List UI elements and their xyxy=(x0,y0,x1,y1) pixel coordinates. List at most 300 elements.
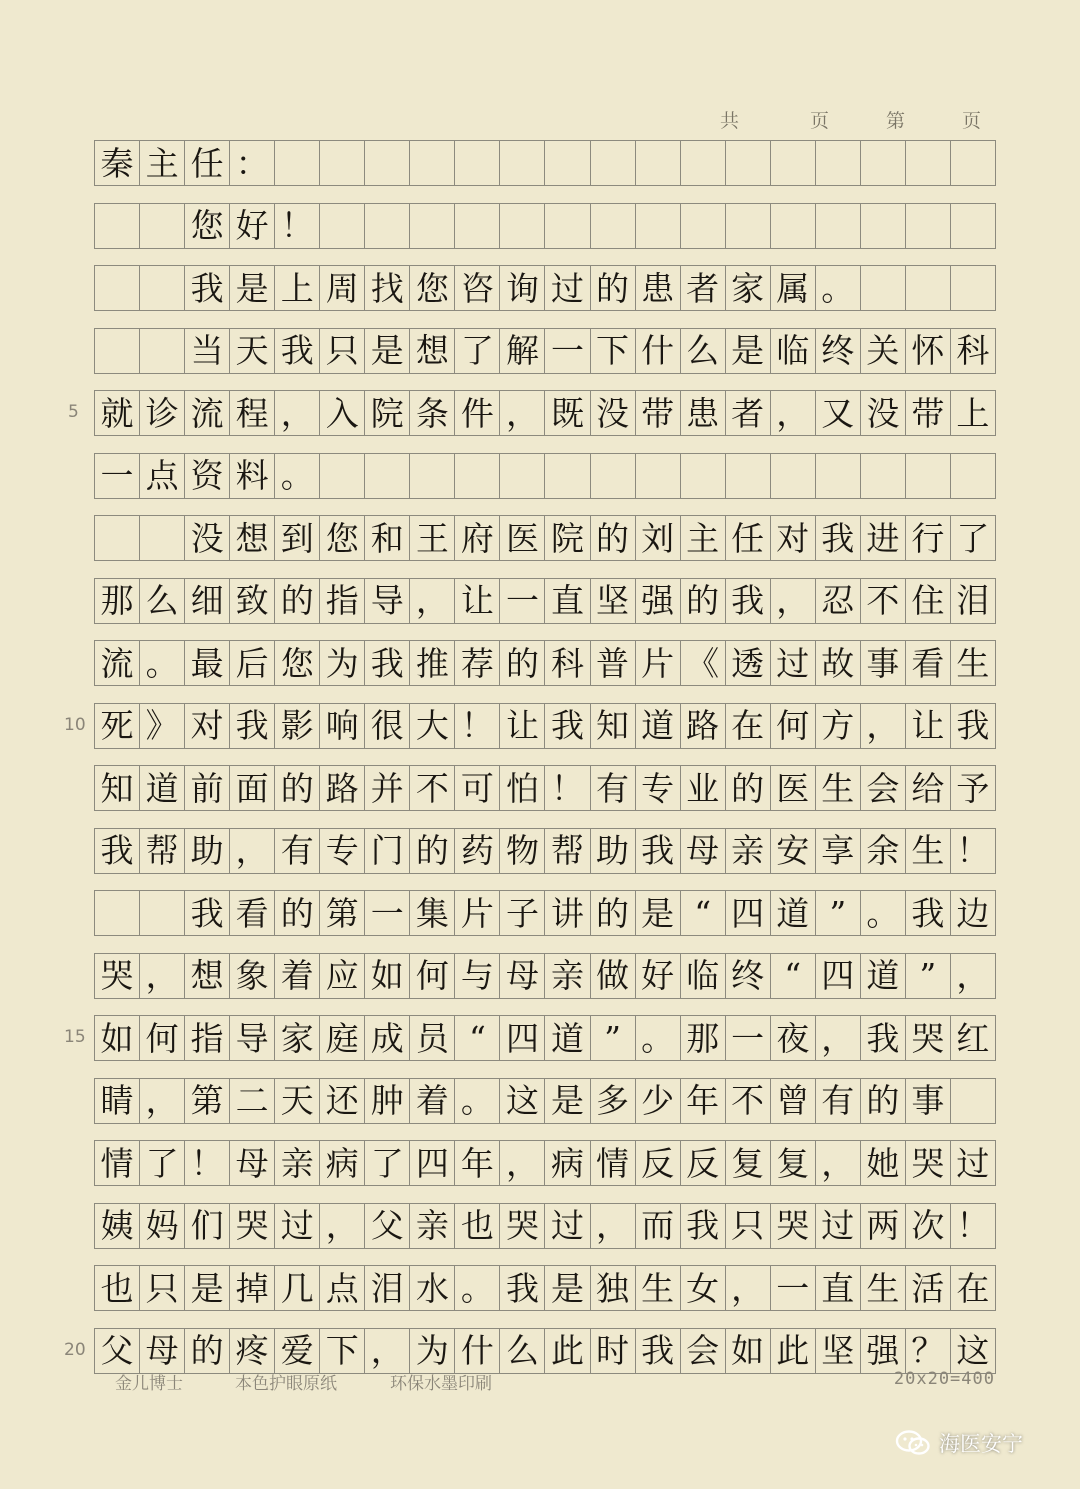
grid-cell: 员 xyxy=(410,1016,455,1060)
grid-cell: 我 xyxy=(185,266,230,310)
grid-cell: 导 xyxy=(230,1016,275,1060)
grid-cell xyxy=(726,204,771,248)
grid-cell: 咨 xyxy=(455,266,500,310)
grid-cell: 又 xyxy=(816,391,861,435)
grid-cell: 二 xyxy=(230,1079,275,1123)
grid-cell: “ xyxy=(771,954,816,998)
grid-cell xyxy=(951,1079,995,1123)
grid-cell: 属 xyxy=(771,266,816,310)
grid-cell: 何 xyxy=(140,1016,185,1060)
grid-cell: 怀 xyxy=(906,329,951,373)
grid-cell: 是 xyxy=(545,1266,590,1310)
grid-cell: 坚 xyxy=(816,1329,861,1373)
grid-cell: ” xyxy=(591,1016,636,1060)
grid-cell: 不 xyxy=(726,1079,771,1123)
grid-cell: “ xyxy=(455,1016,500,1060)
grid-cell: 会 xyxy=(861,766,906,810)
grid-cell xyxy=(455,454,500,498)
line-number: 5 xyxy=(68,402,79,422)
grid-cell: 这 xyxy=(956,1331,990,1370)
grid-cell xyxy=(455,204,500,248)
grid-cell: 母 xyxy=(500,954,545,998)
grid-cell: 亲 xyxy=(726,829,771,873)
grid-cell: 亲 xyxy=(275,1141,320,1185)
grid-cell: 周 xyxy=(320,266,365,310)
grid-cell: 道 xyxy=(140,766,185,810)
grid-cell: 程 xyxy=(230,391,275,435)
grid-cell xyxy=(95,204,140,248)
grid-cell xyxy=(726,141,771,185)
grid-cell: 红 xyxy=(956,1018,990,1058)
grid-cell: ， xyxy=(320,1204,365,1248)
grid-cell: 的 xyxy=(681,579,726,623)
grid-cell xyxy=(681,204,726,248)
grid-cell: 我 xyxy=(906,891,951,935)
grid-cell: 复 xyxy=(771,1141,816,1185)
grid-cell: 没 xyxy=(591,391,636,435)
grid-cell: 我 xyxy=(681,1204,726,1248)
grid-cell: 哭 xyxy=(500,1204,545,1248)
grid-cell: ， xyxy=(365,1329,410,1373)
grid-cell xyxy=(320,204,365,248)
grid-cell: 临 xyxy=(681,954,726,998)
grid-cell: 可 xyxy=(455,766,500,810)
grid-cell: ， xyxy=(275,391,320,435)
grid-cell xyxy=(681,141,726,185)
grid-cell: 响 xyxy=(320,704,365,748)
grid-row xyxy=(94,828,996,874)
grid-cell: 让 xyxy=(906,704,951,748)
grid-cell: 了 xyxy=(140,1141,185,1185)
grid-cell: 没 xyxy=(861,391,906,435)
grid-cell: ， xyxy=(726,1266,771,1310)
grid-cell xyxy=(95,266,140,310)
grid-cell: 。 xyxy=(816,266,861,310)
grid-cell: 第 xyxy=(320,891,365,935)
grid-cell: 多 xyxy=(591,1079,636,1123)
grid-cell: 独 xyxy=(591,1266,636,1310)
grid-cell: 者 xyxy=(681,266,726,310)
grid-cell: 一 xyxy=(726,1016,771,1060)
grid-cell: 边 xyxy=(956,893,990,933)
grid-cell: 过 xyxy=(956,1143,990,1183)
grid-cell: 秦 xyxy=(95,141,140,185)
grid-cell: 终 xyxy=(816,329,861,373)
grid-cell: 》 xyxy=(140,704,185,748)
grid-row xyxy=(94,140,996,186)
page-header xyxy=(700,106,1000,136)
grid-cell: 父 xyxy=(95,1329,140,1373)
grid-cell: 什 xyxy=(636,329,681,373)
grid-cell: 路 xyxy=(681,704,726,748)
grid-cell: ， xyxy=(140,1079,185,1123)
grid-cell: 《 xyxy=(681,641,726,685)
grid-cell: 您 xyxy=(275,641,320,685)
grid-cell xyxy=(771,141,816,185)
grid-cell: 生 xyxy=(906,829,951,873)
grid-cell: 强 xyxy=(636,579,681,623)
grid-cell: ， xyxy=(816,1016,861,1060)
grid-cell: 一 xyxy=(500,579,545,623)
grid-cell: 的 xyxy=(591,266,636,310)
grid-cell xyxy=(500,204,545,248)
grid-cell: 生 xyxy=(636,1266,681,1310)
grid-cell: 行 xyxy=(906,516,951,560)
grid-cell xyxy=(861,266,906,310)
grid-cell xyxy=(320,141,365,185)
grid-cell: 那 xyxy=(681,1016,726,1060)
grid-cell: 的 xyxy=(410,829,455,873)
grid-cell: 如 xyxy=(365,954,410,998)
grid-cell: 。 xyxy=(455,1079,500,1123)
grid-cell: ” xyxy=(906,954,951,998)
grid-cell: 指 xyxy=(185,1016,230,1060)
grid-cell: 也 xyxy=(455,1204,500,1248)
grid-cell: 我 xyxy=(956,706,990,745)
grid-cell: 片 xyxy=(455,891,500,935)
grid-cell xyxy=(681,454,726,498)
grid-cell: 的 xyxy=(591,516,636,560)
grid-cell: 反 xyxy=(681,1141,726,1185)
grid-cell: 带 xyxy=(636,391,681,435)
grid-cell: 普 xyxy=(591,641,636,685)
grid-cell: 第 xyxy=(185,1079,230,1123)
grid-cell xyxy=(726,454,771,498)
grid-cell: 少 xyxy=(636,1079,681,1123)
grid-cell xyxy=(861,141,906,185)
grid-cell: 爱 xyxy=(275,1329,320,1373)
grid-cell: 一 xyxy=(365,891,410,935)
grid-cell: 肿 xyxy=(365,1079,410,1123)
grid-cell: 水 xyxy=(410,1266,455,1310)
grid-cell: 在 xyxy=(726,704,771,748)
grid-cell: 后 xyxy=(230,641,275,685)
grid-cell: 想 xyxy=(410,329,455,373)
grid-cell: 面 xyxy=(230,766,275,810)
grid-row xyxy=(94,1015,996,1061)
grid-cell: 家 xyxy=(726,266,771,310)
grid-row xyxy=(94,953,996,999)
grid-cell: ， xyxy=(230,829,275,873)
grid-cell: 活 xyxy=(906,1266,951,1310)
grid-cell xyxy=(275,141,320,185)
grid-cell: 料 xyxy=(230,454,275,498)
grid-cell: 讲 xyxy=(545,891,590,935)
grid-cell: 过 xyxy=(771,641,816,685)
grid-row xyxy=(94,703,996,749)
grid-cell: 们 xyxy=(185,1204,230,1248)
grid-cell: 我 xyxy=(275,329,320,373)
watermark-text: 海医安宁 xyxy=(939,1432,1023,1456)
grid-cell: 我 xyxy=(726,579,771,623)
paper-footer xyxy=(115,1369,995,1393)
grid-cell xyxy=(591,141,636,185)
grid-cell: 科 xyxy=(545,641,590,685)
grid-cell: 我 xyxy=(95,829,140,873)
grid-cell: 她 xyxy=(861,1141,906,1185)
grid-cell: 过 xyxy=(275,1204,320,1248)
grid-cell: 安 xyxy=(771,829,816,873)
grid-cell: 推 xyxy=(410,641,455,685)
grid-cell xyxy=(771,204,816,248)
grid-cell: 天 xyxy=(230,329,275,373)
grid-cell: 予 xyxy=(956,768,990,808)
grid-cell: 情 xyxy=(591,1141,636,1185)
grid-cell: 忍 xyxy=(816,579,861,623)
grid-cell: 医 xyxy=(771,766,816,810)
grid-cell xyxy=(140,266,185,310)
grid-cell: 亲 xyxy=(545,954,590,998)
grid-row xyxy=(94,328,996,374)
grid-cell xyxy=(816,204,861,248)
grid-cell xyxy=(500,454,545,498)
grid-cell: 的 xyxy=(275,891,320,935)
grid-cell xyxy=(95,329,140,373)
grid-cell: ， xyxy=(591,1204,636,1248)
grid-cell: 着 xyxy=(275,954,320,998)
grid-cell: 我 xyxy=(365,641,410,685)
grid-cell: 让 xyxy=(455,579,500,623)
grid-cell: 做 xyxy=(591,954,636,998)
footer-brand: 金儿博士 xyxy=(115,1374,183,1394)
grid-cell: 这 xyxy=(500,1079,545,1123)
grid-cell: 您 xyxy=(410,266,455,310)
grid-cell: 有 xyxy=(591,766,636,810)
grid-cell: 前 xyxy=(185,766,230,810)
grid-cell: 解 xyxy=(500,329,545,373)
grid-cell: 集 xyxy=(410,891,455,935)
grid-cell: 么 xyxy=(681,329,726,373)
grid-cell: 任 xyxy=(185,141,230,185)
grid-cell: 诊 xyxy=(140,391,185,435)
line-number: 15 xyxy=(64,1027,86,1047)
grid-cell: 的 xyxy=(500,641,545,685)
grid-cell: ， xyxy=(861,704,906,748)
grid-cell: 一 xyxy=(545,329,590,373)
grid-cell: 流 xyxy=(95,641,140,685)
grid-cell: 上 xyxy=(275,266,320,310)
grid-cell: 助 xyxy=(591,829,636,873)
grid-cell: 母 xyxy=(230,1141,275,1185)
grid-cell xyxy=(320,454,365,498)
grid-cell: 还 xyxy=(320,1079,365,1123)
grid-cell: 致 xyxy=(230,579,275,623)
grid-cell: 有 xyxy=(816,1079,861,1123)
grid-cell: 找 xyxy=(365,266,410,310)
grid-cell xyxy=(140,329,185,373)
grid-cell: 院 xyxy=(545,516,590,560)
grid-cell: 是 xyxy=(545,1079,590,1123)
grid-cell: 时 xyxy=(591,1329,636,1373)
grid-cell xyxy=(951,454,995,498)
grid-row xyxy=(94,1328,996,1374)
grid-cell: 有 xyxy=(275,829,320,873)
grid-cell: ？ xyxy=(906,1329,951,1373)
grid-cell: 影 xyxy=(275,704,320,748)
grid-cell: 直 xyxy=(816,1266,861,1310)
grid-cell xyxy=(951,141,995,185)
grid-cell: 那 xyxy=(95,579,140,623)
grid-cell: 过 xyxy=(816,1204,861,1248)
grid-cell: 很 xyxy=(365,704,410,748)
grid-cell: 好 xyxy=(636,954,681,998)
wechat-icon xyxy=(895,1429,931,1457)
grid-cell: 想 xyxy=(230,516,275,560)
grid-row xyxy=(94,390,996,436)
grid-cell: 女 xyxy=(681,1266,726,1310)
grid-cell: 的 xyxy=(275,766,320,810)
grid-cell: 业 xyxy=(681,766,726,810)
grid-cell: 掉 xyxy=(230,1266,275,1310)
grid-cell: 专 xyxy=(320,829,365,873)
grid-cell: 道 xyxy=(771,891,816,935)
grid-cell: ， xyxy=(410,579,455,623)
grid-cell: 我 xyxy=(500,1266,545,1310)
grid-cell: 看 xyxy=(906,641,951,685)
grid-cell xyxy=(906,454,951,498)
grid-cell: 睛 xyxy=(95,1079,140,1123)
grid-cell: 点 xyxy=(140,454,185,498)
grid-cell: 件 xyxy=(455,391,500,435)
grid-cell: 什 xyxy=(455,1329,500,1373)
grid-cell: 。 xyxy=(861,891,906,935)
grid-cell: 一 xyxy=(95,454,140,498)
header-page-label: 页 xyxy=(810,110,830,132)
grid-cell xyxy=(410,204,455,248)
grid-cell: 复 xyxy=(726,1141,771,1185)
grid-cell xyxy=(906,266,951,310)
grid-row xyxy=(94,578,996,624)
grid-row xyxy=(94,453,996,499)
grid-cell: 关 xyxy=(861,329,906,373)
line-number: 20 xyxy=(64,1339,86,1360)
grid-cell xyxy=(545,204,590,248)
grid-cell: ！ xyxy=(956,831,990,870)
grid-cell: 与 xyxy=(455,954,500,998)
grid-cell: 物 xyxy=(500,829,545,873)
grid-cell: 对 xyxy=(771,516,816,560)
grid-cell: 是 xyxy=(636,891,681,935)
grid-cell: 住 xyxy=(906,579,951,623)
grid-cell: 父 xyxy=(365,1204,410,1248)
grid-cell xyxy=(140,891,185,935)
grid-cell: 。 xyxy=(636,1016,681,1060)
grid-cell: 享 xyxy=(816,829,861,873)
grid-cell xyxy=(410,454,455,498)
grid-cell: 一 xyxy=(771,1266,816,1310)
grid-cell: 了 xyxy=(956,518,990,558)
grid-cell: 。 xyxy=(140,641,185,685)
grid-cell: 知 xyxy=(95,766,140,810)
grid-cell: 泪 xyxy=(956,581,990,620)
grid-cell: 情 xyxy=(95,1141,140,1185)
grid-row xyxy=(94,515,996,561)
grid-cell: 病 xyxy=(320,1141,365,1185)
grid-cell: 询 xyxy=(500,266,545,310)
grid-cell: 专 xyxy=(636,766,681,810)
grid-cell: 的 xyxy=(185,1329,230,1373)
grid-cell: 我 xyxy=(636,829,681,873)
grid-cell: 资 xyxy=(185,454,230,498)
grid-cell: 怕 xyxy=(500,766,545,810)
grid-cell: 路 xyxy=(320,766,365,810)
grid-cell: 泪 xyxy=(365,1266,410,1310)
grid-cell: 道 xyxy=(636,704,681,748)
grid-cell: 荐 xyxy=(455,641,500,685)
grid-cell: 曾 xyxy=(771,1079,816,1123)
grid-row xyxy=(94,1265,996,1311)
grid-cell xyxy=(591,204,636,248)
grid-cell xyxy=(95,516,140,560)
grid-cell: 四 xyxy=(726,891,771,935)
grid-cell xyxy=(545,454,590,498)
grid-cell xyxy=(951,266,995,310)
grid-cell: 事 xyxy=(861,641,906,685)
grid-cell: 如 xyxy=(95,1016,140,1060)
grid-cell: 过 xyxy=(545,266,590,310)
grid-cell: 门 xyxy=(365,829,410,873)
grid-cell: 了 xyxy=(365,1141,410,1185)
grid-cell: ！ xyxy=(455,704,500,748)
footer-ink-desc: 环保水墨印刷 xyxy=(390,1374,492,1394)
header-number-label: 第 xyxy=(886,110,906,132)
grid-cell: 庭 xyxy=(320,1016,365,1060)
grid-cell: 看 xyxy=(230,891,275,935)
grid-cell: 主 xyxy=(681,516,726,560)
grid-cell: 到 xyxy=(275,516,320,560)
grid-cell: 何 xyxy=(410,954,455,998)
grid-cell: ， xyxy=(771,579,816,623)
grid-cell: 任 xyxy=(726,516,771,560)
grid-cell: 象 xyxy=(230,954,275,998)
grid-cell: 想 xyxy=(185,954,230,998)
grid-cell: 过 xyxy=(545,1204,590,1248)
grid-cell: 上 xyxy=(956,393,990,433)
grid-cell xyxy=(816,454,861,498)
grid-cell xyxy=(455,141,500,185)
grid-cell xyxy=(95,891,140,935)
grid-cell xyxy=(365,141,410,185)
grid-cell: 刘 xyxy=(636,516,681,560)
grid-cell: 为 xyxy=(320,641,365,685)
grid-cell: 故 xyxy=(816,641,861,685)
grid-row xyxy=(94,203,996,249)
grid-cell: 了 xyxy=(455,329,500,373)
grid-cell xyxy=(861,204,906,248)
grid-cell: 何 xyxy=(771,704,816,748)
grid-cell: 年 xyxy=(455,1141,500,1185)
grid-cell: 子 xyxy=(500,891,545,935)
grid-row xyxy=(94,1203,996,1249)
grid-cell: 是 xyxy=(230,266,275,310)
grid-cell: ！ xyxy=(956,1206,990,1245)
grid-cell xyxy=(545,141,590,185)
grid-cell: 片 xyxy=(636,641,681,685)
grid-cell: 我 xyxy=(636,1329,681,1373)
grid-cell: 夜 xyxy=(771,1016,816,1060)
grid-cell: 生 xyxy=(956,643,990,683)
grid-cell xyxy=(365,204,410,248)
grid-cell: 下 xyxy=(591,329,636,373)
grid-cell: 而 xyxy=(636,1204,681,1248)
grid-cell xyxy=(140,204,185,248)
grid-cell xyxy=(771,454,816,498)
grid-cell: 临 xyxy=(771,329,816,373)
grid-cell: 您 xyxy=(185,204,230,248)
grid-cell: 病 xyxy=(545,1141,590,1185)
grid-cell: ， xyxy=(816,1141,861,1185)
grid-cell: 只 xyxy=(140,1266,185,1310)
